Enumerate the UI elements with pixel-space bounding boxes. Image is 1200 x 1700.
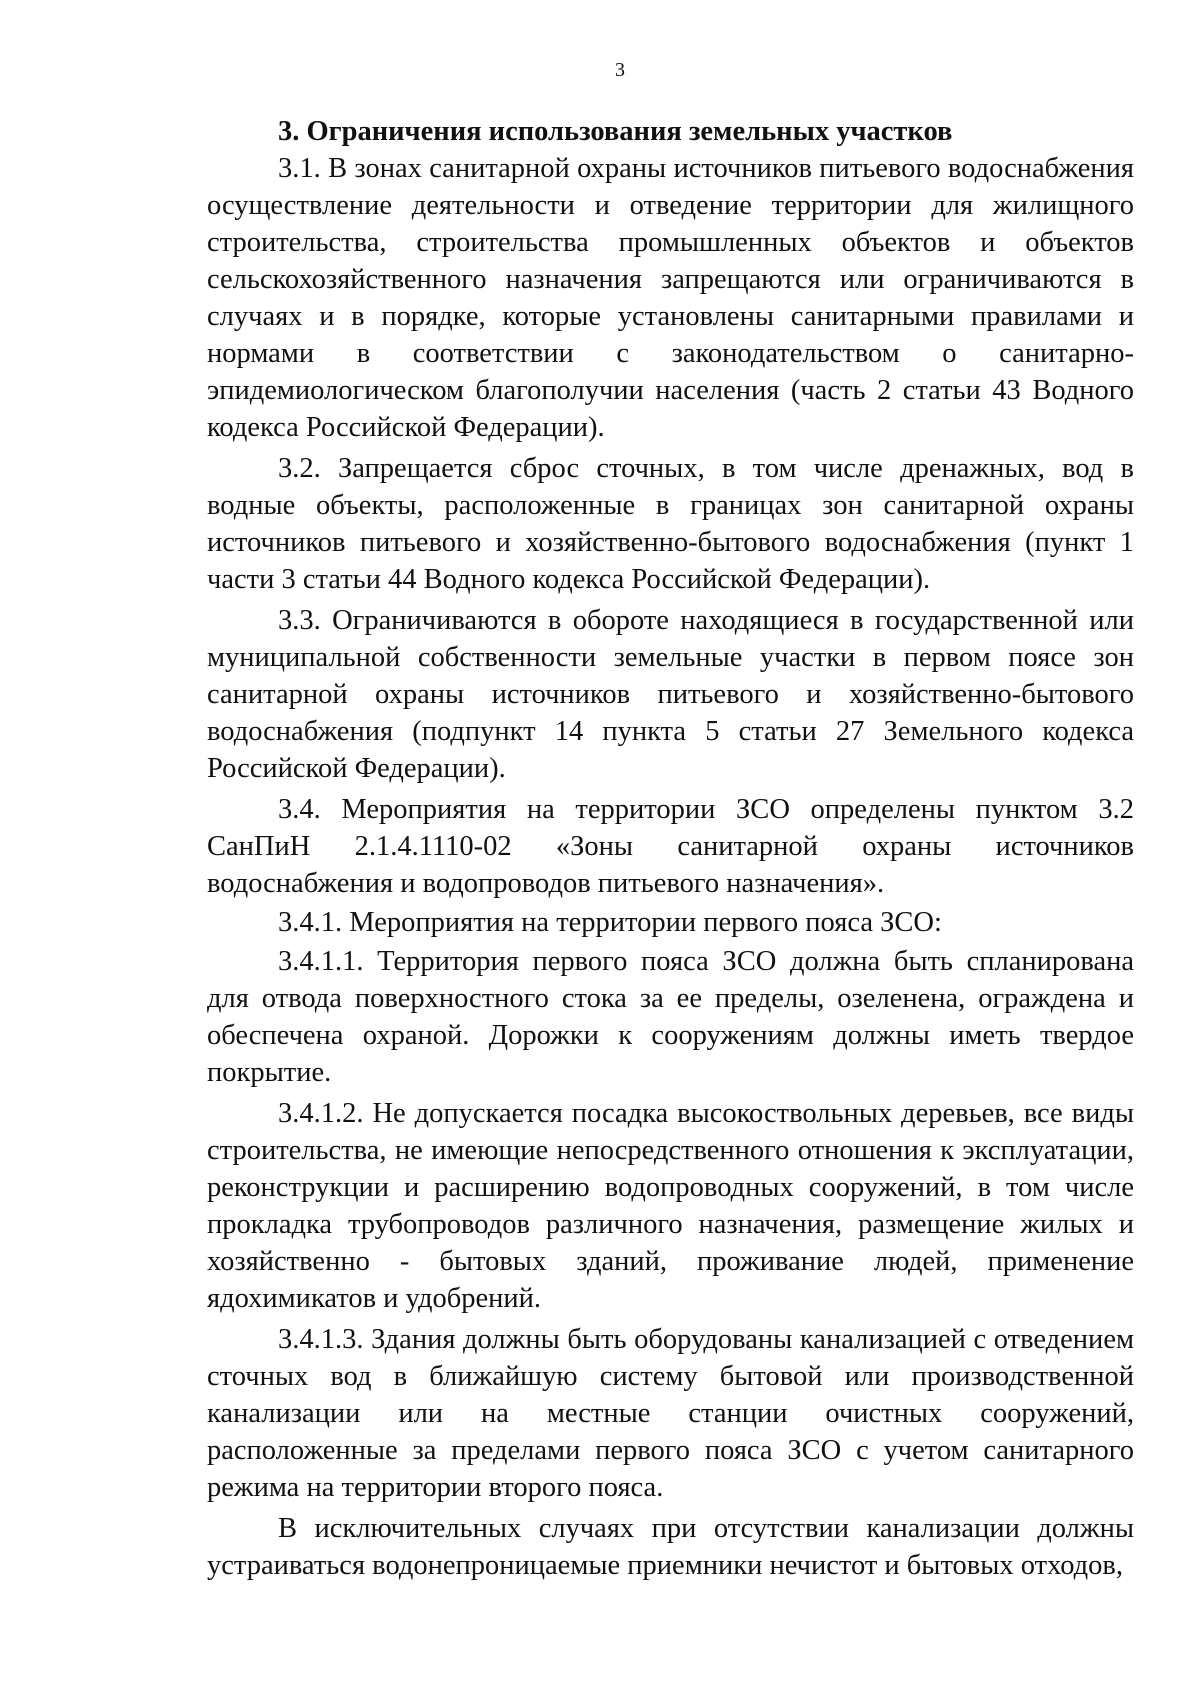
paragraph-3-4: 3.4. Мероприятия на территории ЗСО определены пунктом 3.2 СанПиН 2.1.4.1110-02 «Зоны санитарной охраны источников водоснабжения и водопроводов питьевого назначения». [207,794,1134,899]
section-heading: 3. Ограничения использования земельных участков [278,116,953,147]
paragraph-3-3: 3.3. Ограничиваются в обороте находящиеся в государственной или муниципальной собственности земельные участки в первом поясе зон санитарной охраны источников питьевого и хозяйственно-бытового водоснабжения (подпункт 14 пункта 5 статьи 27 Земельного кодекса Российской Федерации). [207,605,1134,784]
document-body [207,113,1134,1584]
paragraph-3-1: 3.1. В зонах санитарной охраны источников питьевого водоснабжения осуществление деятельности и отведение территории для жилищного строительства, строительства промышленных объектов и объектов сельскохозяйственного назначения запрещаются или ограничиваются в случаях и в порядке, которые установлены санитарными правилами и нормами в соответствии с законодательством о санитарно-эпидемиологическом благополучии населения (часть 2 статьи 43 Водного кодекса Российской Федерации). [207,153,1134,443]
paragraph-3-4-1-2: 3.4.1.2. Не допускается посадка высокоствольных деревьев, все виды строительства, не имеющие непосредственного отношения к эксплуатации, реконструкции и расширению водопроводных сооружений, в том числе прокладка трубопроводов различного назначения, размещение жилых и хозяйственно - бытовых зданий, проживание людей, применение ядохимикатов и удобрений. [207,1098,1134,1314]
page-number: 3 [615,59,625,81]
paragraph-3-2: 3.2. Запрещается сброс сточных, в том числе дренажных, вод в водные объекты, расположенные в границах зон санитарной охраны источников питьевого и хозяйственно-бытового водоснабжения (пункт 1 части 3 статьи 44 Водного кодекса Российской Федерации). [207,453,1134,595]
paragraph-exceptional-cases: В исключительных случаях при отсутствии канализации должны устраиваться водонепроницаемые приемники нечистот и бытовых отходов, [207,1513,1134,1581]
paragraph-3-4-1-1: 3.4.1.1. Территория первого пояса ЗСО должна быть спланирована для отвода поверхностного стока за ее пределы, озеленена, ограждена и обеспечена охраной. Дорожки к сооружениям должны иметь твердое покрытие. [207,946,1134,1088]
paragraph-3-4-1-3: 3.4.1.3. Здания должны быть оборудованы канализацией с отведением сточных вод в ближайшую систему бытовой или производственной канализации или на местные станции очистных сооружений, расположенные за пределами первого пояса ЗСО с учетом санитарного режима на территории второго пояса. [207,1324,1134,1503]
paragraph-3-4-1: 3.4.1. Мероприятия на территории первого пояса ЗСО: [278,907,942,938]
